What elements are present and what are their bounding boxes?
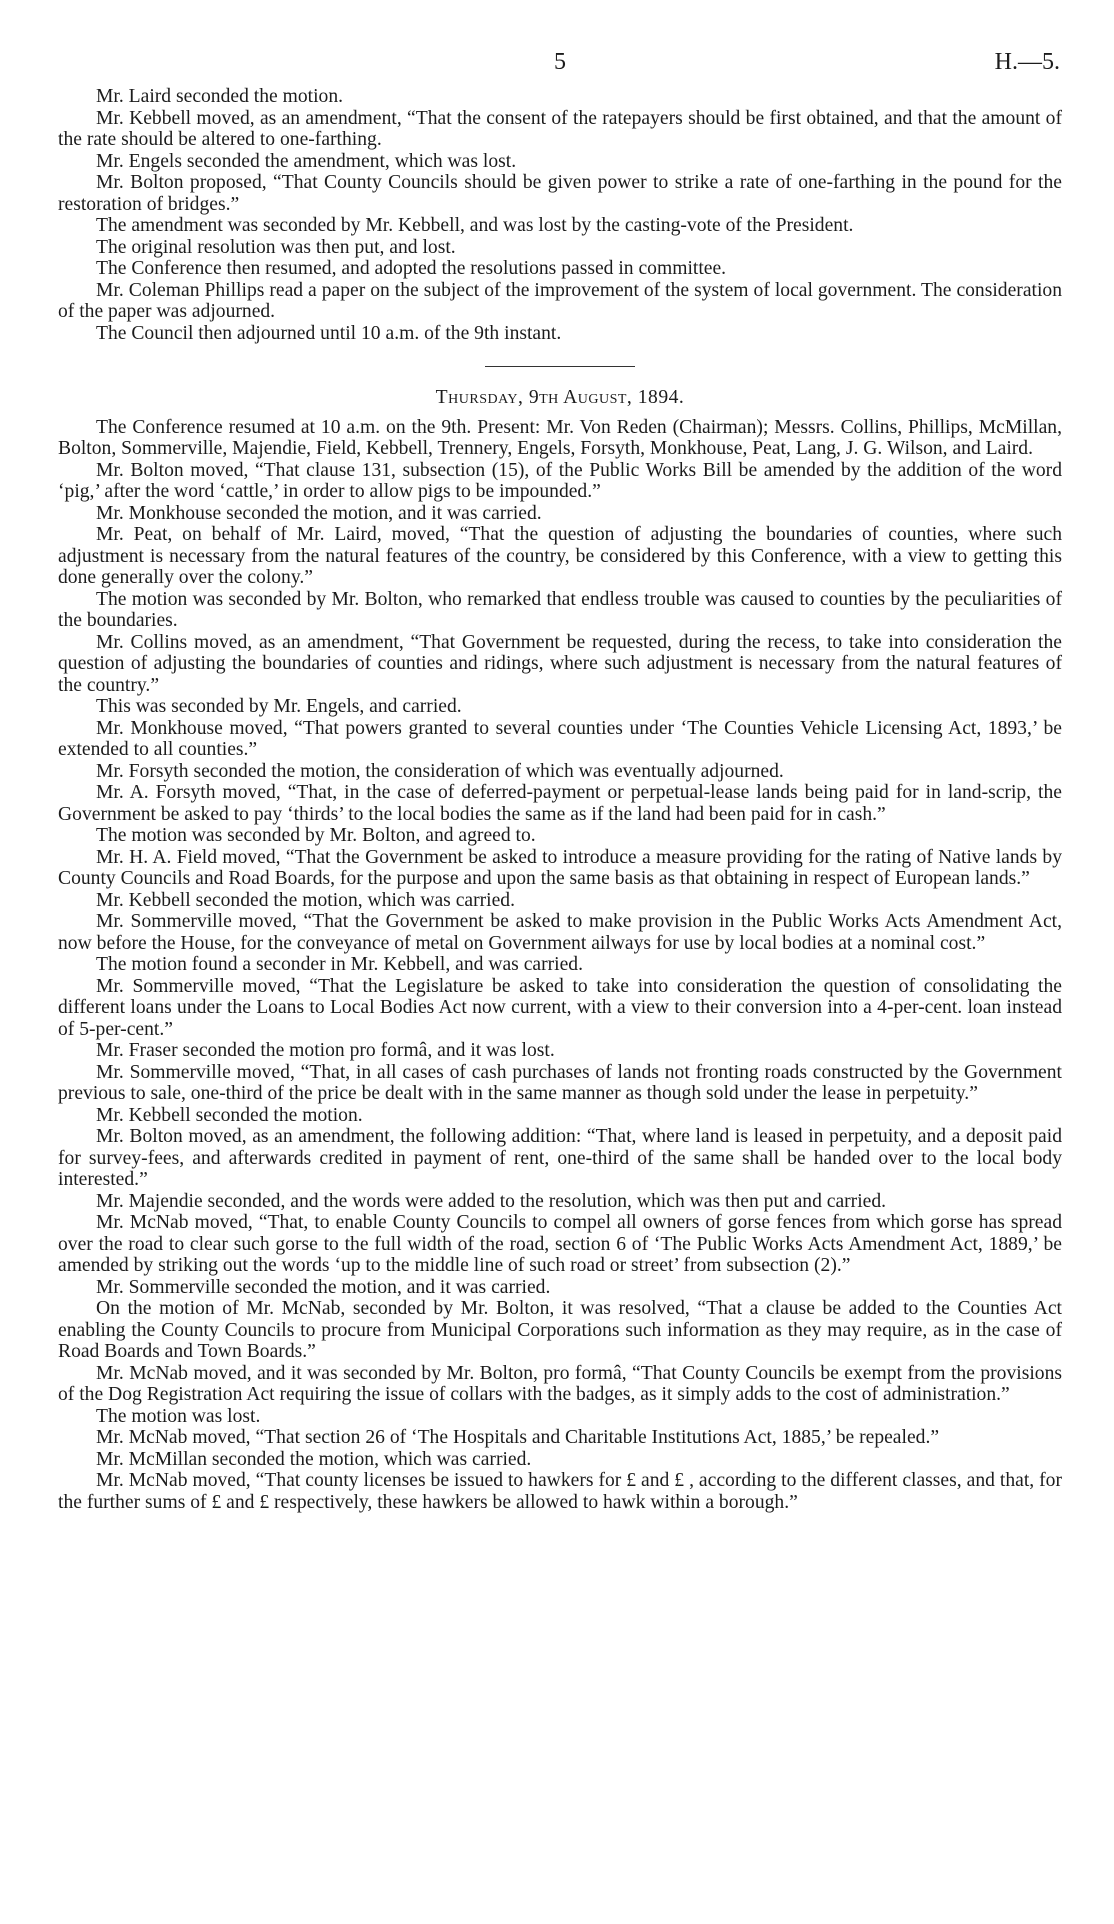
paragraph: Mr. Sommerville moved, “That the Government be asked to make provision in the Public Works Acts Amendment Act, now before the House, for the conveyance of metal on Government ailways for use by local bodies at a nominal cost.”	[58, 911, 1062, 954]
date-heading: Thursday, 9th August, 1894.	[435, 387, 685, 408]
paragraph: Mr. H. A. Field moved, “That the Government be asked to introduce a measure providing for the rating of Native lands by County Councils and Road Boards, for the purpose and upon the same basis as that obtaining in respect of European lands.”	[58, 846, 1062, 889]
paragraph: Mr. Bolton moved, “That clause 131, subsection (15), of the Public Works Bill be amended by the addition of the word ‘pig,’ after the word ‘cattle,’ in order to allow pigs to be impounded.”	[58, 459, 1062, 502]
paragraph: Mr. Sommerville seconded the motion, and it was carried.	[96, 1276, 551, 1298]
paragraph: Mr. Fraser seconded the motion pro formâ, and it was lost.	[96, 1040, 555, 1061]
proceedings-part-2	[58, 417, 1062, 1514]
paragraph: The amendment was seconded by Mr. Kebbell, and was lost by the casting-vote of the President.	[96, 215, 854, 236]
paragraph: The original resolution was then put, and lost.	[96, 236, 456, 258]
paragraph: Mr. Bolton moved, as an amendment, the following addition: “That, where land is leased in perpetuity, and a deposit paid for survey-fees, and afterwards credited in payment of rent, one-third of the same shall be handed over to the local body interested.”	[58, 1126, 1062, 1190]
proceedings-part-1	[58, 86, 1062, 344]
paragraph: Mr. Engels seconded the amendment, which was lost.	[96, 150, 517, 172]
paragraph: Mr. Laird seconded the motion.	[96, 86, 344, 107]
paragraph: Mr. Forsyth seconded the motion, the consideration of which was eventually adjourned.	[96, 760, 784, 782]
paragraph: The Conference then resumed, and adopted the resolutions passed in committee.	[96, 258, 727, 279]
paragraph: Mr. Bolton proposed, “That County Councils should be given power to strike a rate of one-farthing in the pound for the restoration of bridges.”	[58, 172, 1062, 215]
paragraph: Mr. Collins moved, as an amendment, “That Government be requested, during the recess, to take into consideration the question of adjusting the boundaries of counties and ridings, where such adjustment is necessary from the natural features of the country.”	[58, 631, 1062, 696]
paragraph: Mr. McNab moved, “That, to enable County Councils to compel all owners of gorse fences from which gorse has spread over the road to clear such gorse to the full width of the road, section 6 of ‘The Public Works Acts Amendment Act, 1889,’ be amended by striking out the words ‘up to the middle line of such road or street’ from subsection (2).”	[58, 1212, 1062, 1276]
paragraph: Mr. Sommerville moved, “That, in all cases of cash purchases of lands not fronting roads constructed by the Government previous to sale, one-third of the price be dealt with in the same manner as though sold under the lease in perpetuity.”	[58, 1061, 1062, 1104]
paragraph: Mr. Monkhouse moved, “That powers granted to several counties under ‘The Counties Vehicle Licensing Act, 1893,’ be extended to all counties.”	[58, 717, 1062, 760]
paragraph: Mr. Sommerville moved, “That the Legislature be asked to take into consideration the question of consolidating the different loans under the Loans to Local Bodies Act now current, with a view to their conversion into a 4-per-cent. loan instead of 5-per-cent.”	[58, 975, 1062, 1040]
paragraph: The Conference resumed at 10 a.m. on the 9th. Present: Mr. Von Reden (Chairman); Messrs. Collins, Phillips, McMillan, Bolton, Sommerville, Majendie, Field, Kebbell, Trennery, Engels, Forsyth, Monkhouse, Peat, Lang, J. G. Wilson, and Laird.	[58, 416, 1062, 459]
page-number: 5	[554, 49, 566, 75]
paragraph: Mr. Coleman Phillips read a paper on the subject of the improvement of the system of local government. The consideration of the paper was adjourned.	[58, 279, 1062, 322]
document-reference: H.—5.	[994, 49, 1060, 75]
paragraph: Mr. Kebbell seconded the motion, which was carried.	[96, 889, 515, 911]
paragraph: Mr. Peat, on behalf of Mr. Laird, moved, “That the question of adjusting the boundaries of counties, where such adjustment is necessary from the natural features of the country, be considered by this Conference, with a view to getting this done generally over the colony.”	[58, 524, 1062, 588]
body-text	[58, 86, 1062, 1513]
paragraph: Mr. Kebbell seconded the motion.	[96, 1104, 363, 1126]
paragraph: The Council then adjourned until 10 a.m. of the 9th instant.	[96, 322, 562, 344]
page-header	[58, 49, 1062, 86]
paragraph: Mr. Kebbell moved, as an amendment, “That the consent of the ratepayers should be first obtained, and that the amount of the rate should be altered to one-farthing.	[58, 107, 1062, 150]
paragraph: Mr. McNab moved, “That section 26 of ‘The Hospitals and Charitable Institutions Act, 1885,’ be repealed.”	[96, 1427, 940, 1448]
paragraph: Mr. McNab moved, and it was seconded by Mr. Bolton, pro formâ, “That County Councils be exempt from the provisions of the Dog Registration Act requiring the issue of collars with the badges, as it simply adds to the cost of administration.”	[58, 1362, 1062, 1405]
paragraph: The motion was seconded by Mr. Bolton, and agreed to.	[96, 825, 536, 846]
paragraph: Mr. Monkhouse seconded the motion, and it was carried.	[96, 502, 542, 524]
paragraph: Mr. Majendie seconded, and the words were added to the resolution, which was then put and carried.	[96, 1190, 887, 1212]
paragraph: This was seconded by Mr. Engels, and carried.	[96, 696, 462, 717]
section-divider	[485, 366, 635, 367]
paragraph: Mr. McNab moved, “That county licenses be issued to hawkers for £ and £ , according to the different classes, and that, for the further sums of £ and £ respectively, these hawkers be allowed to hawk within a borough.”	[58, 1470, 1062, 1513]
paragraph: On the motion of Mr. McNab, seconded by Mr. Bolton, it was resolved, “That a clause be added to the Counties Act enabling the County Councils to procure from Municipal Corporations such information as they may require, as in the case of Road Boards and Town Boards.”	[58, 1298, 1062, 1362]
paragraph: The motion found a seconder in Mr. Kebbell, and was carried.	[96, 954, 583, 975]
paragraph: The motion was seconded by Mr. Bolton, who remarked that endless trouble was caused to counties by the peculiarities of the boundaries.	[58, 588, 1062, 631]
paragraph: Mr. McMillan seconded the motion, which was carried.	[96, 1448, 532, 1470]
paragraph: Mr. A. Forsyth moved, “That, in the case of deferred-payment or perpetual-lease lands being paid for in land-scrip, the Government be asked to pay ‘thirds’ to the local bodies the same as if the land had been paid for in cash.”	[58, 782, 1062, 825]
paragraph: The motion was lost.	[96, 1405, 261, 1427]
